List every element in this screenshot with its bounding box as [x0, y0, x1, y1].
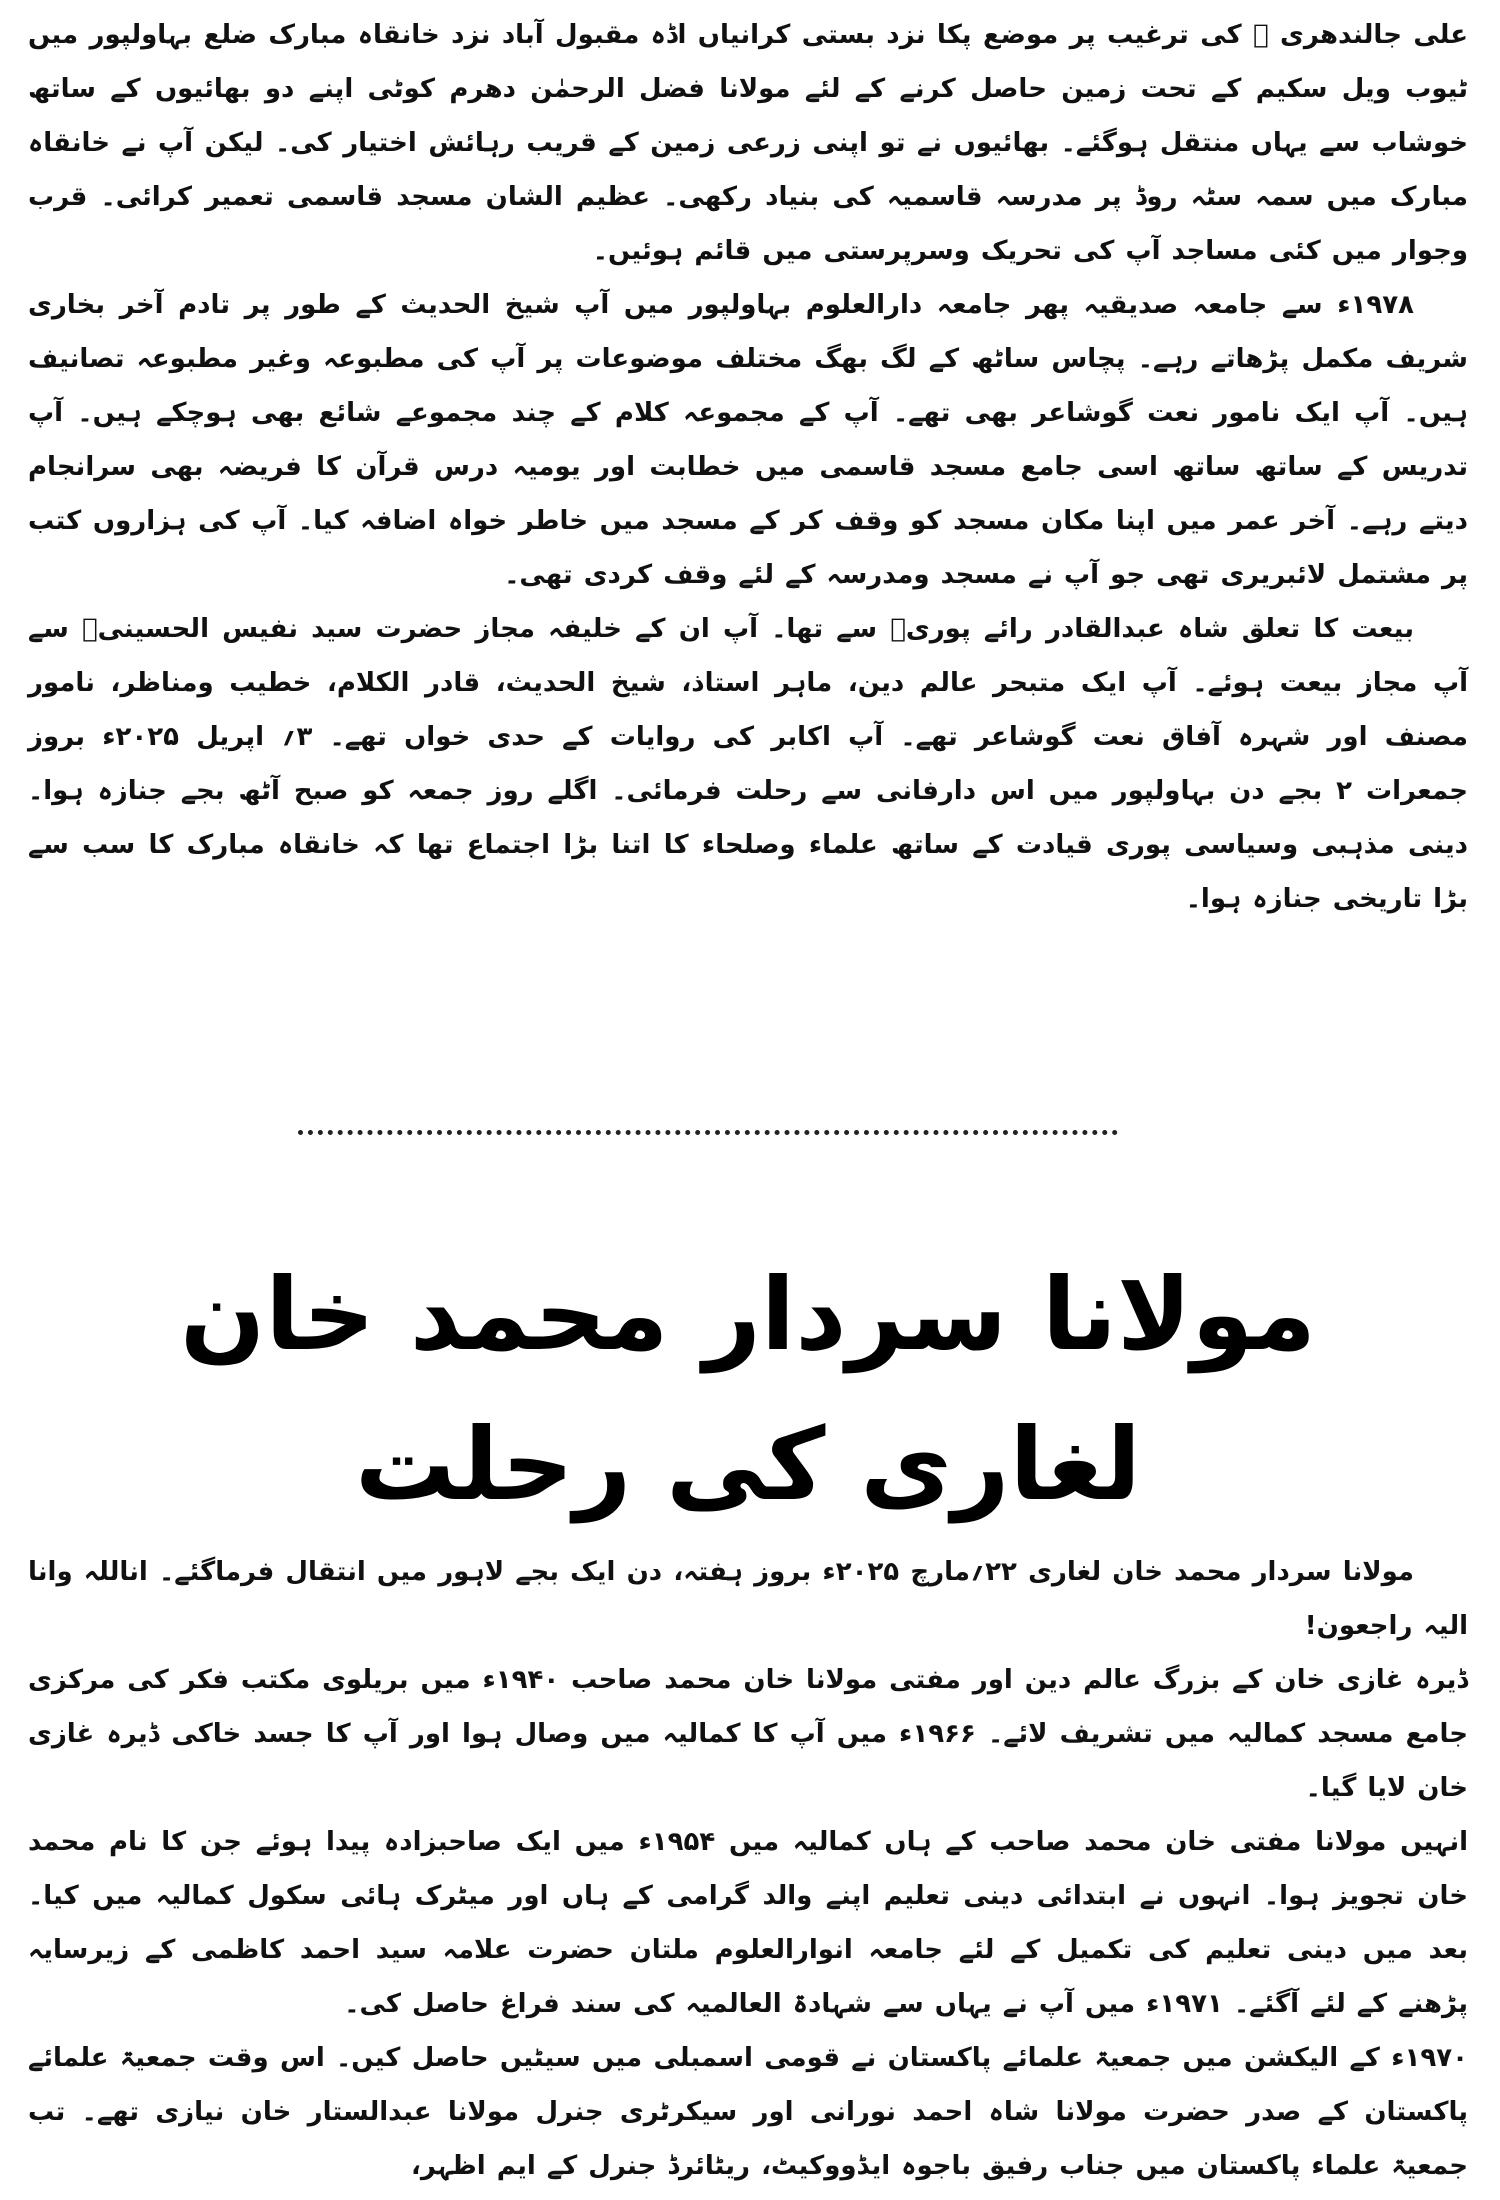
- paragraph: ۱۹۷۸ء سے جامعہ صدیقیہ پھر جامعہ دارالعلوم بہاولپور میں آپ شیخ الحدیث کے طور پر تادم آخر بخاری شریف مکمل پڑھاتے رہے۔ پچاس ساٹھ کے لگ بھگ مختلف موضوعات پر آپ کی مطبوعہ وغیر مطبوعہ تصانیف ہیں۔ آپ ایک نامور نعت گوشاعر بھی تھے۔ آپ کے مجموعہ کلام کے چند مجموعے شائع بھی ہوچکے ہیں۔ آپ تدریس کے ساتھ ساتھ اسی جامع مسجد قاسمی میں خطابت اور یومیہ درس قرآن کا فریضہ بھی سرانجام دیتے رہے۔ آخر عمر میں اپنا مکان مسجد کو وقف کر کے مسجد میں خاطر خواہ اضافہ کیا۔ آپ کی ہزاروں کتب پر مشتمل لائبریری تھی جو آپ نے مسجد ومدرسہ کے لئے وقف کردی تھی۔: [28, 290, 1468, 590]
- page: [28, 0, 1468, 2200]
- paragraph: مولانا سردار محمد خان لغاری ۲۲؍مارچ ۲۰۲۵ء بروز ہفتہ، دن ایک بجے لاہور میں انتقال فرماگئے۔ اناللہ وانا الیہ راجعون!: [28, 1557, 1468, 1641]
- article-title: مولانا سردار محمد خان لغاری کی رحلت: [179, 1256, 1317, 1523]
- article-body: [28, 1545, 1468, 2193]
- paragraph: علی جالندھری ﷫ کی ترغیب پر موضع پکا نزد بستی کرانیاں اڈہ مقبول آباد نزد خانقاہ مبارک ضلع بہاولپور میں ٹیوب ویل سکیم کے تحت زمین حاصل کرنے کے لئے مولانا فضل الرحمٰن دھرم کوٹی اپنے دو بھائیوں کے ساتھ خوشاب سے یہاں منتقل ہوگئے۔ بھائیوں نے تو اپنی زرعی زمین کے قریب رہائش اختیار کی۔ لیکن آپ نے خانقاہ مبارک میں سمہ سٹہ روڈ پر مدرسہ قاسمیہ کی بنیاد رکھی۔ عظیم الشان مسجد قاسمی تعمیر کرائی۔ قرب وجوار میں کئی مساجد آپ کی تحریک وسرپرستی میں قائم ہوئیں۔: [28, 20, 1468, 266]
- paragraph: بیعت کا تعلق شاہ عبدالقادر رائے پوریؒ سے تھا۔ آپ ان کے خلیفہ مجاز حضرت سید نفیس الحسینیؒ سے آپ مجاز بیعت ہوئے۔ آپ ایک متبحر عالم دین، ماہر استاذ، شیخ الحدیث، قادر الکلام، خطیب ومناظر، نامور مصنف اور شہرہ آفاق نعت گوشاعر تھے۔ آپ اکابر کی روایات کے حدی خواں تھے۔ ۳؍ اپریل ۲۰۲۵ء بروز جمعرات ۲ بجے دن بہاولپور میں اس دارفانی سے رحلت فرمائی۔ اگلے روز جمعہ کو صبح آٹھ بجے جنازہ ہوا۔ دینی مذہبی وسیاسی پوری قیادت کے ساتھ علماء وصلحاء کا اتنا بڑا اجتماع تھا کہ خانقاہ مبارک کا سب سے بڑا تاریخی جنازہ ہوا۔: [28, 614, 1468, 914]
- paragraph: ڈیرہ غازی خان کے بزرگ عالم دین اور مفتی مولانا خان محمد صاحب ۱۹۴۰ء میں بریلوی مکتب فکر کی مرکزی جامع مسجد کمالیہ میں تشریف لائے۔ ۱۹۶۶ء میں آپ کا کمالیہ میں وصال ہوا اور آپ کا جسد خاکی ڈیرہ غازی خان لایا گیا۔: [28, 1665, 1468, 1803]
- paragraph: ۱۹۷۰ء کے الیکشن میں جمعیۃ علمائے پاکستان نے قومی اسمبلی میں سیٹیں حاصل کیں۔ اس وقت جمعیۃ علمائے پاکستان کے صدر حضرت مولانا شاہ احمد نورانی اور سیکرٹری جنرل مولانا عبدالستار خان نیازی تھے۔ تب جمعیۃ علماء پاکستان میں جناب رفیق باجوہ ایڈووکیٹ، ریٹائرڈ جنرل کے ایم اظہر،: [28, 2043, 1468, 2181]
- paragraph: انہیں مولانا مفتی خان محمد صاحب کے ہاں کمالیہ میں ۱۹۵۴ء میں ایک صاحبزادہ پیدا ہوئے جن کا نام محمد خان تجویز ہوا۔ انہوں نے ابتدائی دینی تعلیم اپنے والد گرامی کے ہاں اور میٹرک ہائی سکول کمالیہ میں کیا۔ بعد میں دینی تعلیم کی تکمیل کے لئے جامعہ انوارالعلوم ملتان حضرت علامہ سید احمد کاظمی کے زیرسایہ پڑھنے کے لئے آگئے۔ ۱۹۷۱ء میں آپ نے یہاں سے شہادۃ العالمیہ کی سند فراغ حاصل کی۔: [28, 1827, 1468, 2019]
- article-previous-continuation: [28, 8, 1468, 926]
- dotted-separator: [298, 1130, 1118, 1135]
